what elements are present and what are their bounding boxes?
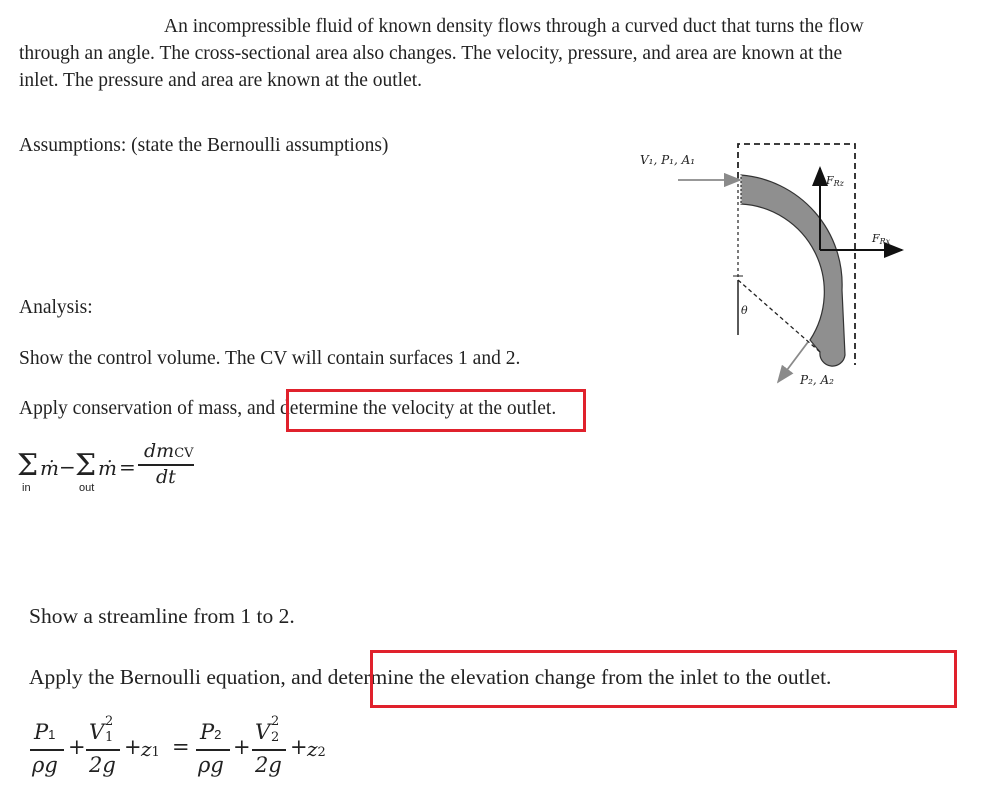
bernoulli-highlight: determine the elevation change from the inlet to the outlet. [327,665,832,689]
equals-sign: = [172,735,190,759]
inlet-label: V₁, P₁, A₁ [640,153,696,167]
intro-line-3: inlet. The pressure and area are known at the outlet. [19,70,423,91]
mass-highlight-box [286,389,586,432]
bernoulli-highlight-box [370,650,957,708]
curved-duct [741,175,845,366]
plus-sign: + [233,735,251,759]
rhog-denominator: ρg [32,753,58,777]
v1-numerator: V 2 1 [89,714,114,745]
z1-term: z1 [141,737,160,761]
fraction-bar [252,749,286,751]
minus-sign: − [59,455,76,479]
plus-sign: + [68,735,86,759]
z2-term: z2 [307,737,326,761]
frx-label: FRx [872,232,891,246]
numerator: dmCV [144,440,194,462]
v2-numerator: V 2 2 [255,714,280,745]
two-g-denominator: 2g [255,753,282,777]
sub-out: out [79,482,95,494]
two-g-denominator: 2g [89,753,116,777]
sum-sign-out: Σ [75,448,97,483]
dmcv-dt-fraction [138,440,194,490]
plus-sign: + [124,735,142,759]
mass-prefix: Apply conservation of mass, and [19,398,281,419]
rhog-denominator: ρg [198,753,224,777]
p1-numerator: P1 [34,720,56,744]
p2-over-rhog [196,718,230,788]
mdot-out: ṁ [98,456,117,480]
plus-sign: + [290,735,308,759]
p2-numerator: P2 [200,720,222,744]
control-volume-text: Show the control volume. The CV will contain surfaces 1 and 2. [19,348,521,369]
v1sq-over-2g [86,714,120,788]
denominator: dt [156,466,176,488]
analysis-label: Analysis: [19,297,93,318]
p1-over-rhog [30,718,64,788]
assumptions-text: Assumptions: (state the Bernoulli assumptions) [19,135,389,156]
outlet-label: P₂, A₂ [800,373,834,387]
intro-line-1: An incompressible fluid of known density flows through a curved duct that turns the flow [164,16,864,37]
sub-in: in [22,482,31,494]
mdot-in: ṁ [40,456,59,480]
intro-line-2: through an angle. The cross-sectional area also changes. The velocity, pressure, and area are known at the [19,43,843,64]
v2sq-over-2g [252,714,286,788]
fraction-bar [86,749,120,751]
frz-label: FRz [826,174,844,188]
streamline-text: Show a streamline from 1 to 2. [29,604,295,628]
curved-duct-diagram [620,130,920,400]
equals-sign: = [119,455,136,479]
fraction-bar [30,749,64,751]
sum-sign-in: Σ [17,448,39,483]
outlet-reference-line [738,280,820,352]
fraction-bar [196,749,230,751]
bernoulli-prefix: Apply the Bernoulli equation, and [29,665,328,689]
mass-highlight: determine the velocity at the outlet. [280,398,557,419]
theta-label: θ [741,304,748,317]
